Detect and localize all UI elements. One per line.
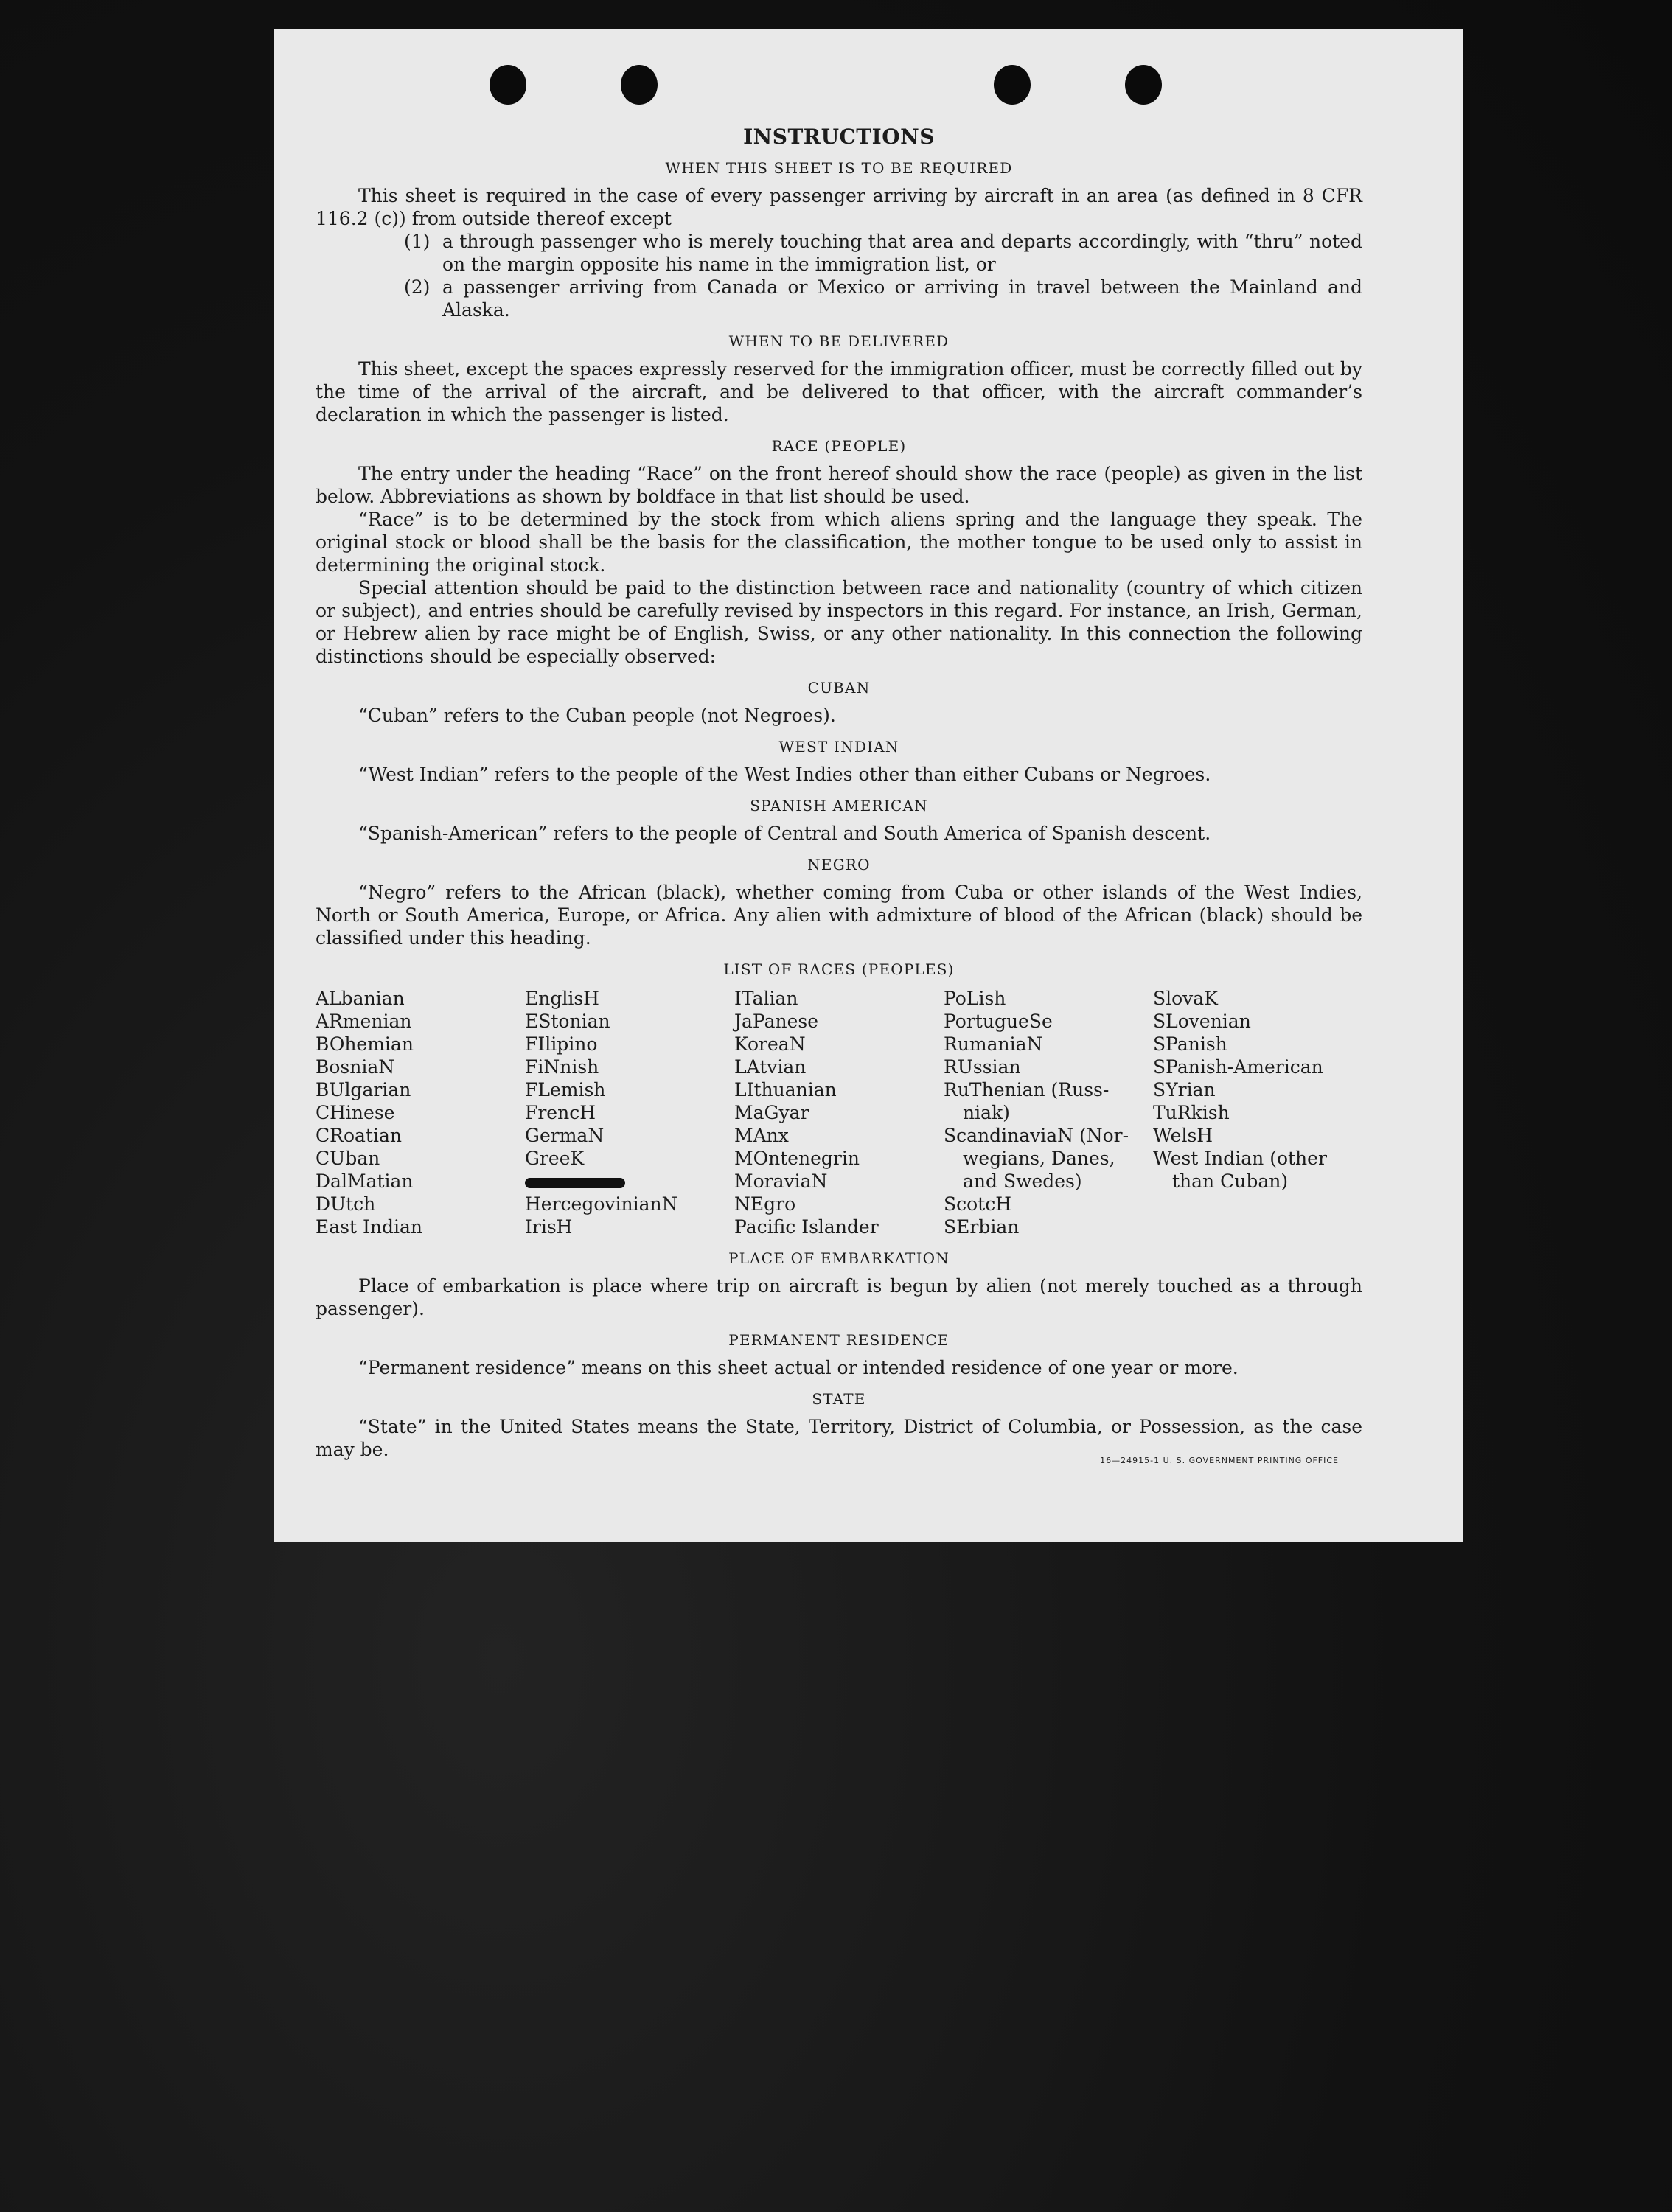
race-entry: ARmenian [316,1011,412,1032]
race-entry: MoraviaN [734,1170,828,1192]
race-entry: FLemish [525,1079,606,1100]
section-heading: WHEN THIS SHEET IS TO BE REQUIRED [665,159,1013,177]
race-entry: PortugueSe [944,1011,1053,1032]
race-entry: SlovaK [1153,988,1218,1009]
race-entry: HercegovinianN [525,1193,678,1215]
paragraph: “Permanent residence” means on this sheet actual or intended residence of one year or more. [358,1357,1239,1378]
race-entry: EnglisH [525,988,599,1009]
list-item [404,230,1362,276]
paragraph: “West Indian” refers to the people of the West Indies other than either Cubans or Negroes. [358,764,1211,785]
race-entry: WelsH [1153,1125,1213,1146]
paragraph: This sheet is required in the case of every passenger arriving by aircraft in an area (as defined in 8 CFR 116.2 (c)) from outside thereof except [316,185,1362,229]
punch-hole [1125,65,1162,105]
race-column [525,987,734,1238]
race-entry: ALbanian [316,988,405,1009]
item-text: a through passenger who is merely touching that area and departs accordingly, with “thru” noted on the margin opposite his name in the immigration list, or [442,231,1362,275]
sheet-content [316,125,1362,1461]
race-entry: ITalian [734,988,798,1009]
section-heading: LIST OF RACES (PEOPLES) [723,960,955,978]
race-entry-continued: niak) [963,1102,1010,1123]
race-column [316,987,525,1238]
race-entry: FIlipino [525,1033,598,1055]
instruction-sheet [274,29,1463,1542]
list-item [404,276,1362,321]
race-entry: IrisH [525,1216,573,1238]
race-entry: CRoatian [316,1125,402,1146]
section-heading: RACE (PEOPLE) [771,437,907,455]
race-entry: FiNnish [525,1056,599,1078]
section-heading: SPANISH AMERICAN [750,797,928,814]
race-entry: PoLish [944,988,1006,1009]
punch-hole [490,65,526,105]
race-entry: BUlgarian [316,1079,411,1100]
race-column [734,987,944,1238]
printing-office-code: 16—24915-1 U. S. GOVERNMENT PRINTING OFFICE [1100,1456,1339,1465]
race-entry: FrencH [525,1102,596,1123]
item-number: (1) [404,231,431,252]
race-entry: KoreaN [734,1033,806,1055]
race-entry: JaPanese [734,1011,819,1032]
page-title: INSTRUCTIONS [743,125,935,149]
race-entry: NEgro [734,1193,796,1215]
race-entry: MAnx [734,1125,789,1146]
paragraph: “Spanish-American” refers to the people of Central and South America of Spanish descent. [358,823,1211,844]
paragraph: “State” in the United States means the State, Territory, District of Columbia, or Possession, as the case may be. [316,1416,1362,1460]
race-entry: GreeK [525,1148,585,1169]
race-entry-continued: and Swedes) [963,1170,1082,1192]
item-text: a passenger arriving from Canada or Mexico or arriving in travel between the Mainland and Alaska. [442,276,1362,321]
punch-hole [621,65,658,105]
race-column [1153,987,1362,1238]
race-entry: SYrian [1153,1079,1216,1100]
race-entry: ScotcH [944,1193,1012,1215]
race-entry-continued: than Cuban) [1172,1170,1289,1192]
section-heading: CUBAN [807,679,871,697]
race-entry-continued: wegians, Danes, [963,1148,1115,1169]
race-entry: SPanish-American [1153,1056,1323,1078]
section-heading: PLACE OF EMBARKATION [728,1249,950,1267]
section-heading: WHEN TO BE DELIVERED [728,332,950,350]
race-entry: MaGyar [734,1102,809,1123]
race-entry: BosniaN [316,1056,395,1078]
paragraph: “Cuban” refers to the Cuban people (not Negroes). [358,705,836,726]
redacted-entry [525,1170,734,1193]
race-entry: LIthuanian [734,1079,837,1100]
section-heading: NEGRO [807,856,871,873]
race-entry: TuRkish [1153,1102,1230,1123]
section-heading: PERMANENT RESIDENCE [728,1331,950,1349]
race-entry: RUssian [944,1056,1021,1078]
race-entry: DUtch [316,1193,376,1215]
race-entry: East Indian [316,1216,422,1238]
section-heading: WEST INDIAN [778,738,899,756]
paragraph: Place of embarkation is place where trip on aircraft is begun by alien (not merely touched as a through passenger). [316,1275,1362,1319]
race-entry: DalMatian [316,1170,414,1192]
punch-hole [994,65,1031,105]
race-entry: SErbian [944,1216,1020,1238]
race-entry: CUban [316,1148,380,1169]
race-entry: MOntenegrin [734,1148,860,1169]
paragraph: The entry under the heading “Race” on the front hereof should show the race (people) as given in the list below. Abbreviations as shown by boldface in that list should be used. [316,463,1362,507]
race-entry: ScandinaviaN (Nor- [944,1125,1129,1146]
race-entry: CHinese [316,1102,395,1123]
race-entry: SPanish [1153,1033,1227,1055]
paragraph: “Negro” refers to the African (black), whether coming from Cuba or other islands of the West Indies, North or South America, Europe, or Africa. Any alien with admixture of blood of the African (black) should be classified under this heading. [316,882,1362,949]
race-entry: RuThenian (Russ- [944,1079,1110,1100]
item-number: (2) [404,276,431,298]
race-entry: LAtvian [734,1056,807,1078]
race-column [944,987,1153,1238]
redaction-mark [525,1178,625,1188]
race-entry: West Indian (other [1153,1148,1327,1169]
race-entry: RumaniaN [944,1033,1043,1055]
race-entry: EStonian [525,1011,610,1032]
section-heading: STATE [812,1390,866,1408]
paragraph: “Race” is to be determined by the stock from which aliens spring and the language they speak. The original stock or blood shall be the basis for the classification, the mother tongue to be used only to assist in determining the original stock. [316,509,1362,576]
race-entry: BOhemian [316,1033,414,1055]
race-entry: Pacific Islander [734,1216,879,1238]
race-entry: GermaN [525,1125,605,1146]
race-entry: SLovenian [1153,1011,1251,1032]
races-list [316,987,1362,1238]
paragraph: This sheet, except the spaces expressly reserved for the immigration officer, must be correctly filled out by the time of the arrival of the aircraft, and be delivered to that officer, with the aircraft commander’s declaration in which the passenger is listed. [316,358,1362,425]
paragraph: Special attention should be paid to the distinction between race and nationality (country of which citizen or subject), and entries should be carefully revised by inspectors in this regard. For instance, an Irish, German, or Hebrew alien by race might be of English, Swiss, or any other nationality. In this connection the following distinctions should be especially observed: [316,577,1362,667]
